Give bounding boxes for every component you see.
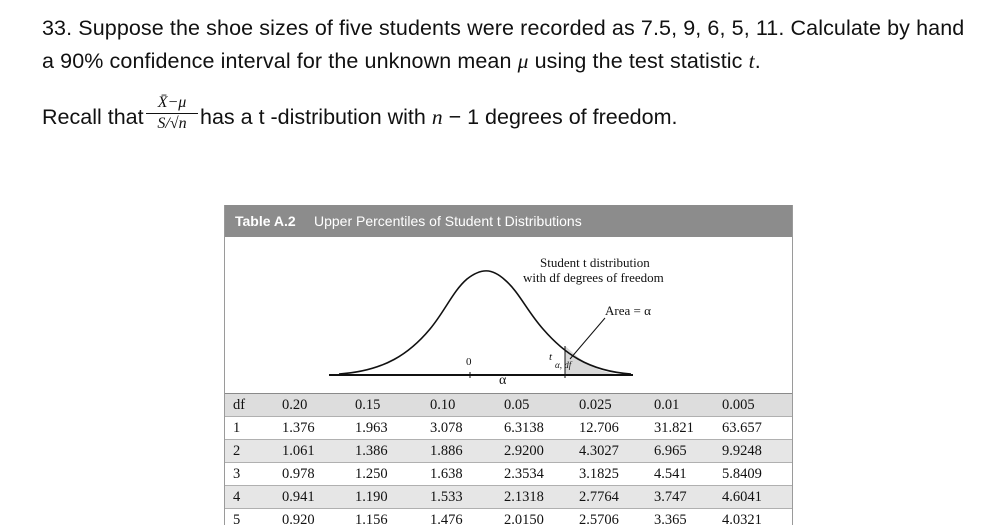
table-cell: 1.190 — [355, 489, 388, 505]
table-cell: 1.638 — [430, 466, 463, 482]
table-cell: 1.061 — [282, 443, 315, 459]
table-cell: 3.365 — [654, 512, 687, 525]
table-cell: 1.386 — [355, 443, 388, 459]
table-cell: 4.541 — [654, 466, 687, 482]
recall-rest — [200, 105, 677, 130]
table-row — [225, 462, 792, 485]
table-cell: 63.657 — [722, 420, 762, 436]
table-cell: 6.3138 — [504, 420, 544, 436]
table-cell: 6.965 — [654, 443, 687, 459]
area-label: Area = α — [605, 303, 651, 318]
table-cell: 1 — [233, 420, 241, 436]
table-cell: 2 — [233, 443, 241, 459]
table-cell: 31.821 — [654, 420, 694, 436]
table-cell: 9.9248 — [722, 443, 762, 459]
tail-area-shading — [565, 346, 625, 375]
table-cell: 12.706 — [579, 420, 619, 436]
header-cell: 0.025 — [579, 397, 612, 413]
question-line-2-prefix: a 90% confidence interval for the unknown mean — [42, 49, 518, 73]
table-title-text: Upper Percentiles of Student t Distributions — [314, 213, 582, 229]
header-cell: df — [233, 397, 246, 413]
table-title-number: Table A.2 — [235, 213, 296, 229]
percentile-grid — [225, 393, 792, 525]
table-cell: 1.963 — [355, 420, 388, 436]
mu-symbol: μ — [517, 49, 529, 73]
header-cell: 0.20 — [282, 397, 308, 413]
table-cell: 4.3027 — [579, 443, 619, 459]
table-cell: 5 — [233, 512, 241, 525]
table-cell: 0.941 — [282, 489, 315, 505]
table-header-row — [225, 393, 792, 416]
table-cell: 2.9200 — [504, 443, 544, 459]
table-cell: 5.8409 — [722, 466, 762, 482]
recall-minus: − 1 degrees of freedom. — [442, 105, 678, 129]
t-statistic-fraction — [146, 94, 198, 133]
density-curve — [339, 271, 631, 374]
header-cell: 0.10 — [430, 397, 456, 413]
question-line-2-end: . — [754, 49, 761, 73]
n-symbol: n — [431, 105, 443, 129]
alpha-heading: α — [499, 373, 507, 388]
recall-mid: has a t -distribution with — [200, 105, 432, 129]
table-cell: 3 — [233, 466, 241, 482]
header-cell: 0.01 — [654, 397, 680, 413]
table-cell: 3.1825 — [579, 466, 619, 482]
table-cell: 2.1318 — [504, 489, 544, 505]
table-cell: 2.3534 — [504, 466, 544, 482]
table-title-bar — [225, 205, 792, 237]
table-cell: 1.250 — [355, 466, 388, 482]
table-row — [225, 416, 792, 439]
header-cell: 0.15 — [355, 397, 381, 413]
question-line-2-mid: using the test statistic — [528, 49, 749, 73]
table-cell: 1.886 — [430, 443, 463, 459]
table-cell: 0.978 — [282, 466, 315, 482]
t-subscript: α, df — [555, 360, 572, 370]
caption-line-2: with df degrees of freedom — [523, 270, 664, 285]
table-cell: 2.0150 — [504, 512, 544, 525]
question-line-1: 33. Suppose the shoe sizes of five students were recorded as 7.5, 9, 6, 5, 11. Calculate by hand — [42, 16, 965, 40]
table-cell: 1.533 — [430, 489, 463, 505]
fraction-bar — [146, 113, 198, 114]
header-cell: 0.05 — [504, 397, 530, 413]
t-label: t — [549, 351, 553, 363]
t-symbol: t — [748, 49, 755, 73]
question-line-2 — [42, 49, 761, 74]
zero-label: 0 — [466, 356, 472, 368]
table-cell: 1.156 — [355, 512, 388, 525]
table-cell: 1.376 — [282, 420, 315, 436]
table-cell: 4 — [233, 489, 241, 505]
table-cell: 2.5706 — [579, 512, 619, 525]
table-cell: 3.747 — [654, 489, 687, 505]
area-pointer-line — [570, 318, 605, 359]
header-cell: 0.005 — [722, 397, 755, 413]
table-cell: 3.078 — [430, 420, 463, 436]
fraction-numerator: X̄−μ — [157, 94, 187, 111]
table-cell: 2.7764 — [579, 489, 619, 505]
t-table — [224, 205, 793, 525]
recall-prefix: Recall that — [42, 105, 144, 129]
fraction-denominator: S/√n — [157, 115, 187, 132]
table-row — [225, 439, 792, 462]
caption-line-1: Student t distribution — [540, 255, 650, 270]
table-cell: 4.6041 — [722, 489, 762, 505]
table-cell: 1.476 — [430, 512, 463, 525]
table-row — [225, 508, 792, 525]
table-row — [225, 485, 792, 508]
table-cell: 0.920 — [282, 512, 315, 525]
table-cell: 4.0321 — [722, 512, 762, 525]
